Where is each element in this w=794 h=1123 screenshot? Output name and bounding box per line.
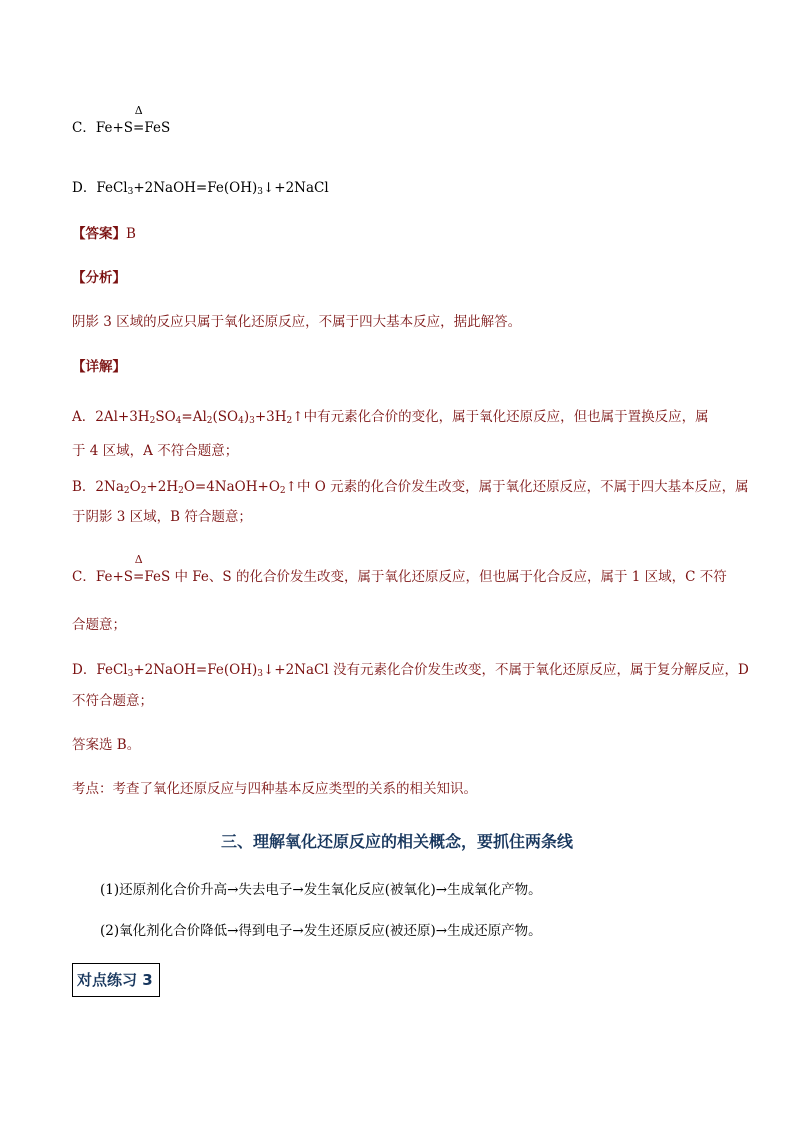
section-line-2: (2)氧化剂化合价降低→得到电子→发生还原反应(被还原)→生成还原产物。: [100, 923, 542, 939]
option-d-text: +2NaOH=Fe(OH): [133, 180, 258, 196]
subscript: 3: [127, 187, 134, 197]
option-c-product: FeS: [144, 120, 171, 136]
subscript: 3: [257, 187, 263, 197]
answer-line: [72, 224, 722, 244]
section-title: 三、理解氧化还原反应的相关概念，要抓住两条线: [220, 832, 573, 851]
option-d-text: ↓+2NaCl: [262, 180, 329, 196]
delta-symbol: Δ: [134, 104, 143, 117]
analysis-label: 【分析】: [72, 270, 126, 286]
heating-condition: [133, 104, 145, 138]
detail-b-line2: 于阴影 3 区域，B 符合题意；: [72, 509, 252, 525]
detail-a: A．$2Al+3H_2SO_4=Al_2(SO_4)_3+3H_2↑$中有元素化合价的变化，属于氧化还原反应，但也属于置换反应，属于 4 区域，A 不符合题意；: [72, 409, 709, 459]
detail-d-line1: D．$FeCl_3+2NaOH=Fe(OH)_3↓+2NaCl$ 没有元素化合价发生改变，不属于氧化还原反应，属于复分解反应，D: [72, 662, 749, 679]
detail-c-line2: 合题意；: [72, 617, 126, 633]
equals-sign: =: [133, 120, 145, 136]
exercise-box: 对点练习 3: [72, 963, 160, 997]
section-line-1: (1)还原剂化合价升高→失去电子→发生氧化反应(被氧化)→生成氧化产物。: [100, 882, 542, 898]
detail-d-line2: 不符合题意；: [72, 693, 153, 709]
detail-b-line1: B．$2Na_2O_2+2H_2O=4NaOH+O_2↑$中 O 元素的化合价发生改变，属于氧化还原反应，不属于四大基本反应，属: [72, 479, 749, 496]
detail-c-line1: C．Fe+S Δ =FeS 中 Fe、S 的化合价发生改变，属于氧化还原反应，但也属于化合反应，属于 1 区域，C 不符: [72, 553, 727, 585]
final-answer: 答案选 B。: [72, 737, 141, 753]
answer-label: 【答案】: [72, 226, 126, 242]
option-c-prefix: C．Fe+S: [72, 120, 134, 136]
detail-label: 【详解】: [72, 359, 126, 375]
heating-condition: Δ =: [133, 553, 145, 585]
analysis-text: 阴影 3 区域的反应只属于氧化还原反应，不属于四大基本反应，据此解答。: [72, 314, 522, 330]
option-d-text: D．FeCl: [72, 180, 128, 196]
option-d: [72, 178, 722, 202]
kaodian: 考点：考查了氧化还原反应与四种基本反应类型的关系的相关知识。: [72, 781, 477, 797]
option-c: [72, 104, 722, 138]
answer-value: B: [126, 226, 136, 242]
